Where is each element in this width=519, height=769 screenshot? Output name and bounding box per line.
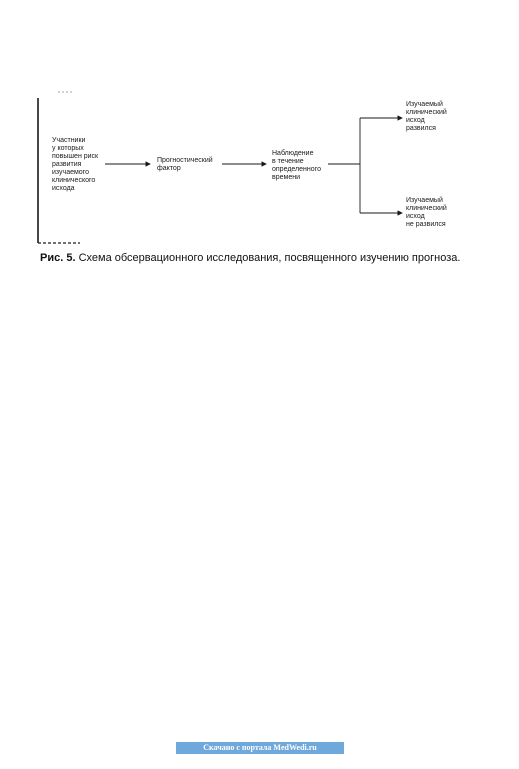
figure-label: Рис. 5. — [40, 252, 76, 264]
participants-node: Участники у которых повышен риск развития изучаемого клинического исхода — [52, 137, 99, 192]
outcome-not-developed-node: Изучаемый клинический исход не развился — [406, 197, 447, 228]
observation-node: Наблюдение в течение определенного времени — [272, 150, 321, 181]
figure-caption — [40, 252, 480, 265]
outcome-developed-node: Изучаемый клинический исход развился — [406, 101, 447, 132]
prognostic-factor-node: Прогностический фактор — [157, 157, 213, 172]
figure-caption-text: Схема обсервационного исследования, посвященного изучению прогноза. — [75, 252, 461, 264]
download-banner: Скачано с портала MedWedi.ru — [176, 742, 344, 754]
